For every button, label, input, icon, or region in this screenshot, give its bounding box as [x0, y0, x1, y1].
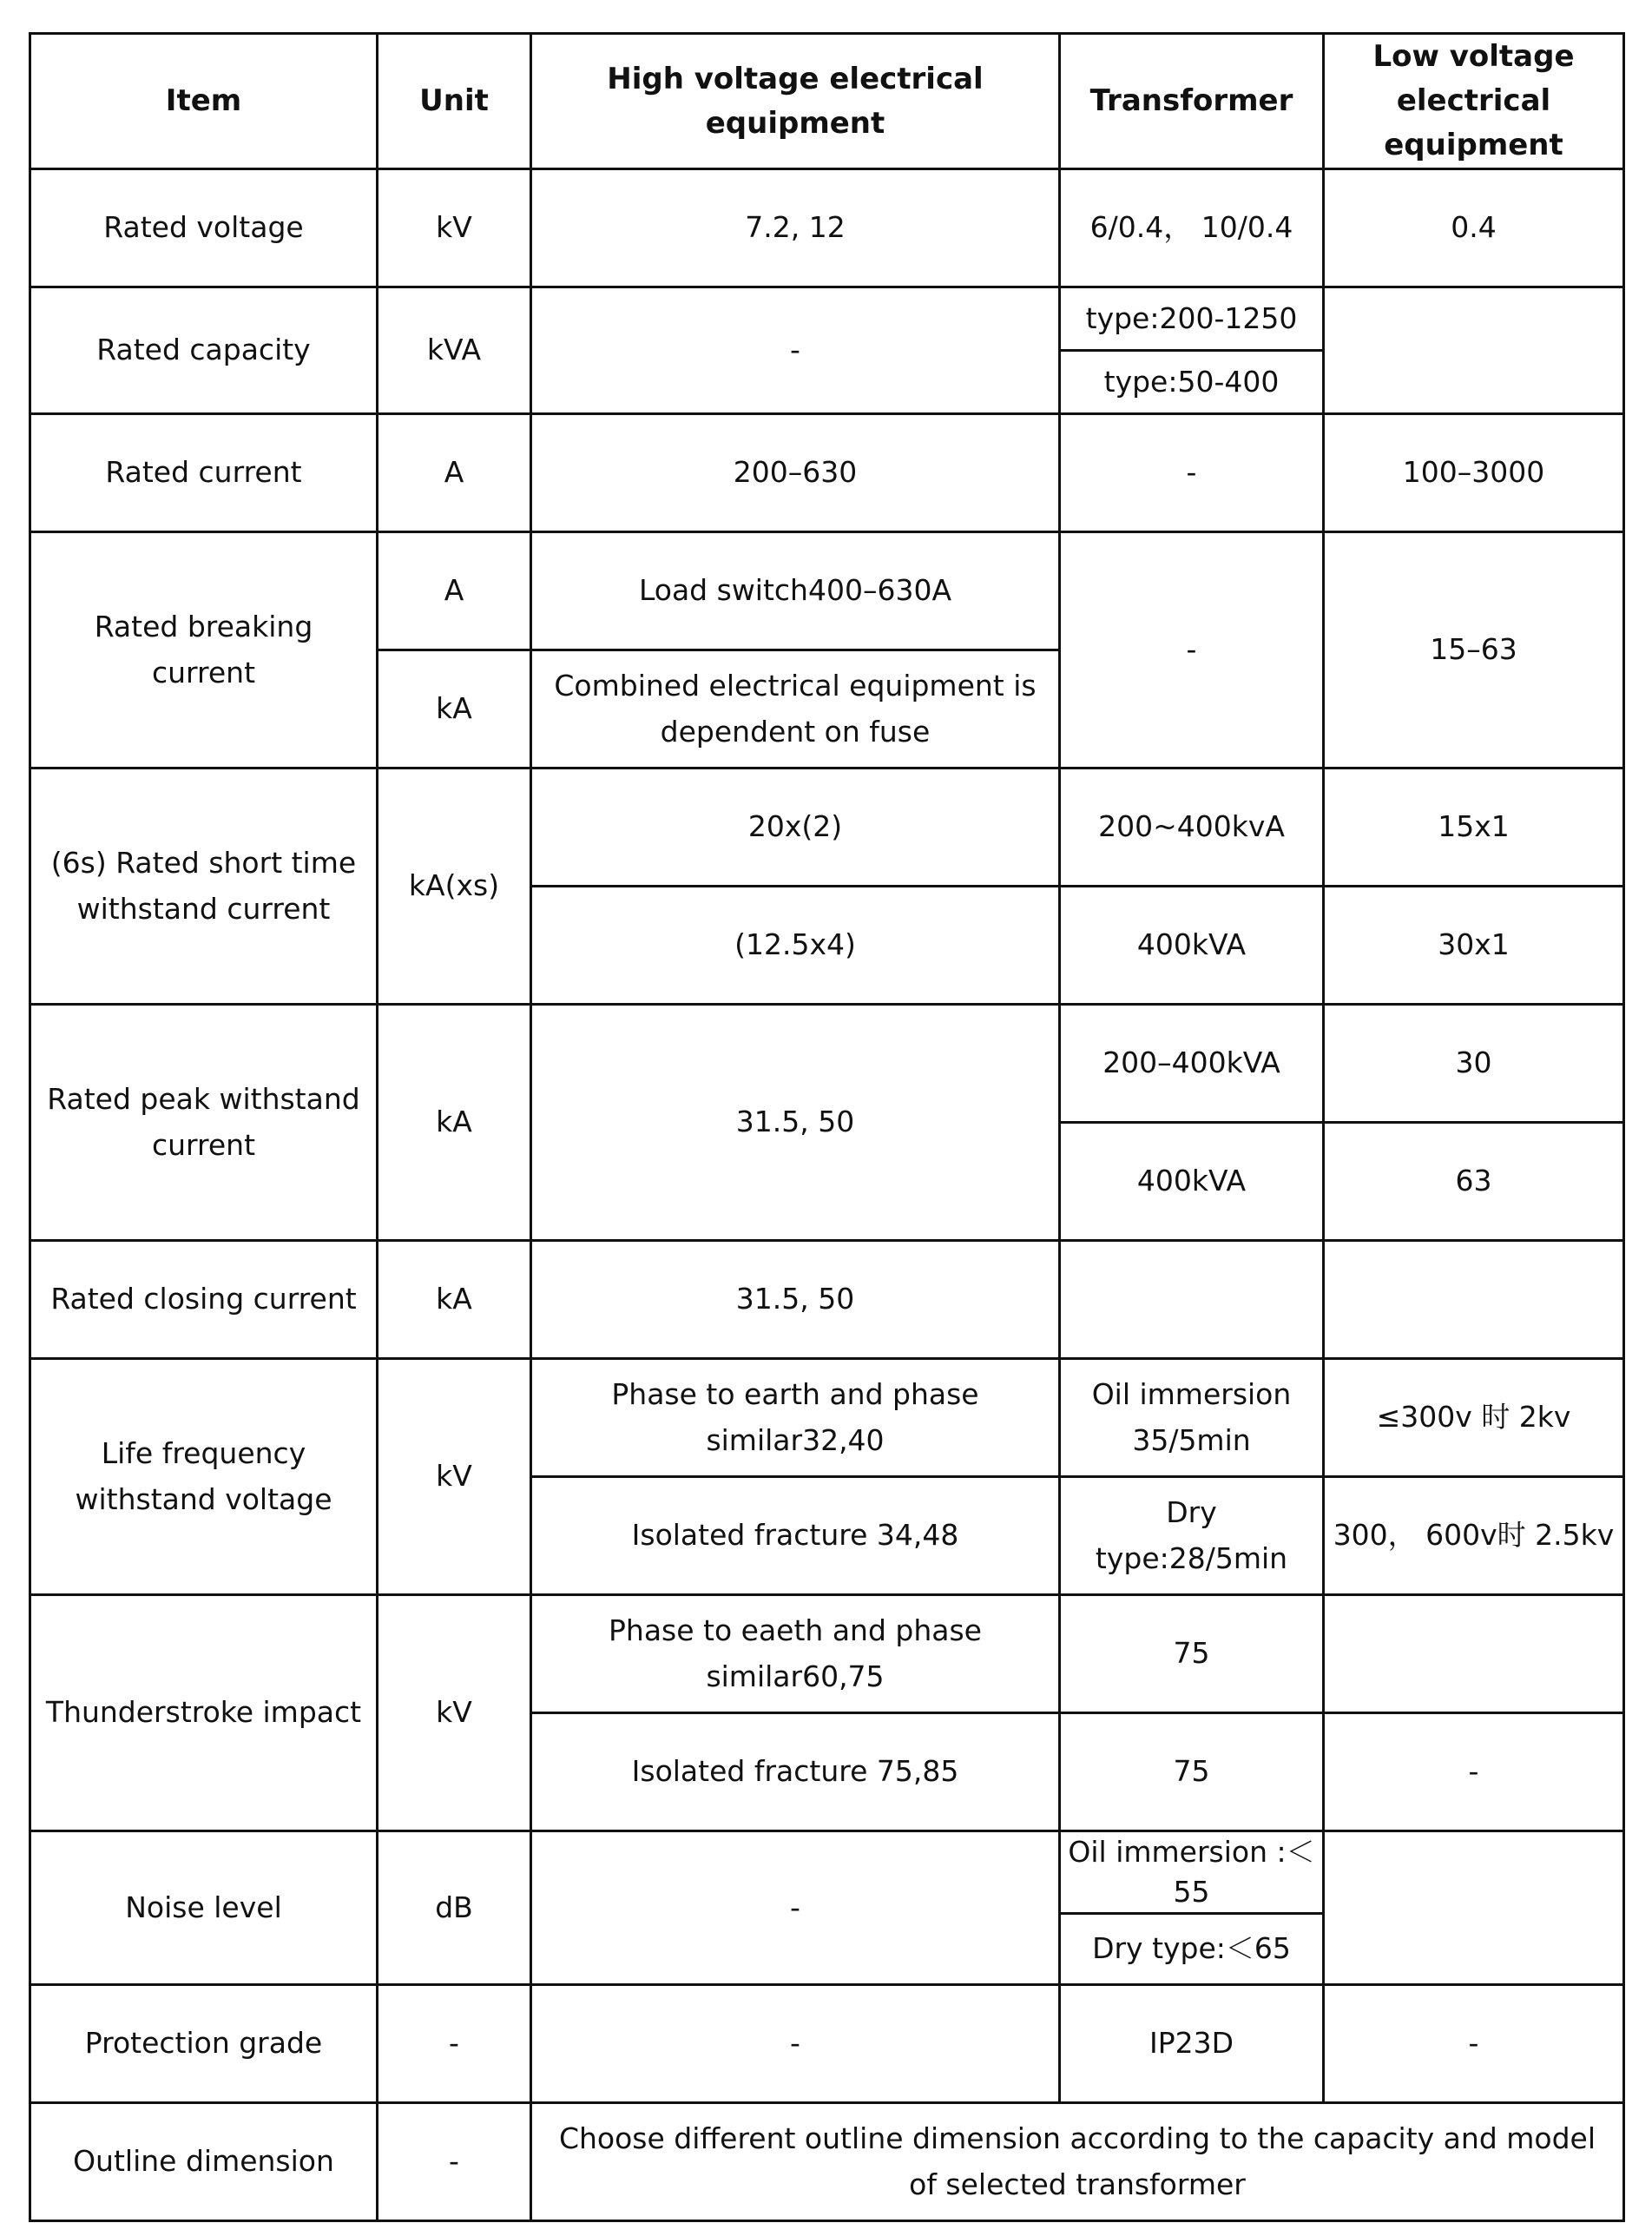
hv-cell: 7.2, 12 — [531, 169, 1060, 287]
transformer-cell: 400kVA — [1060, 1123, 1324, 1241]
item-cell: Rated voltage — [30, 169, 378, 287]
table-row — [30, 287, 1624, 351]
lv-cell — [1324, 1241, 1624, 1359]
item-cell: Protection grade — [30, 1985, 378, 2103]
unit-cell: A — [378, 532, 531, 650]
lv-cell — [1324, 287, 1624, 414]
transformer-cell: Dry type:28/5min — [1060, 1477, 1324, 1595]
table-row — [30, 1831, 1624, 1914]
hv-cell: - — [531, 1831, 1060, 1985]
header-unit: Unit — [378, 34, 531, 169]
table-row — [30, 169, 1624, 287]
transformer-cell: - — [1060, 532, 1324, 768]
hv-cell: Phase to earth and phase similar32,40 — [531, 1359, 1060, 1477]
unit-cell: kA — [378, 650, 531, 768]
table-row — [30, 1005, 1624, 1123]
item-cell: Noise level — [30, 1831, 378, 1985]
transformer-cell: 200–400kVA — [1060, 1005, 1324, 1123]
item-cell: Outline dimension — [30, 2103, 378, 2221]
spec-table — [29, 32, 1625, 2222]
unit-cell: A — [378, 414, 531, 532]
table-row — [30, 1985, 1624, 2103]
hv-cell: - — [531, 287, 1060, 414]
unit-cell: kVA — [378, 287, 531, 414]
header-lv: Low voltage electrical equipment — [1324, 34, 1624, 169]
header-item: Item — [30, 34, 378, 169]
transformer-cell: IP23D — [1060, 1985, 1324, 2103]
transformer-cell: Dry type:＜65 — [1060, 1914, 1324, 1985]
lv-cell: 30 — [1324, 1005, 1624, 1123]
hv-cell: Combined electrical equipment is dependent on fuse — [531, 650, 1060, 768]
table-row — [30, 2103, 1624, 2221]
transformer-cell: Oil immersion 35/5min — [1060, 1359, 1324, 1477]
hv-cell: 200–630 — [531, 414, 1060, 532]
table-row — [30, 414, 1624, 532]
item-cell: Life frequency withstand voltage — [30, 1359, 378, 1595]
lv-cell: 0.4 — [1324, 169, 1624, 287]
unit-cell: dB — [378, 1831, 531, 1985]
lv-cell: 63 — [1324, 1123, 1624, 1241]
unit-cell: - — [378, 1985, 531, 2103]
item-cell: (6s) Rated short time withstand current — [30, 768, 378, 1005]
transformer-cell: type:200-1250 — [1060, 287, 1324, 351]
hv-cell: Load switch400–630A — [531, 532, 1060, 650]
item-cell: Rated peak withstand current — [30, 1005, 378, 1241]
table-row — [30, 1359, 1624, 1477]
table-row — [30, 532, 1624, 650]
lv-cell: 300， 600v时 2.5kv — [1324, 1477, 1624, 1595]
hv-cell: Isolated fracture 75,85 — [531, 1713, 1060, 1831]
lv-cell — [1324, 1831, 1624, 1985]
transformer-cell — [1060, 1241, 1324, 1359]
transformer-cell: 200~400kvA — [1060, 768, 1324, 887]
hv-cell: Phase to eaeth and phase similar60,75 — [531, 1595, 1060, 1713]
hv-cell: (12.5x4) — [531, 887, 1060, 1005]
hv-cell: - — [531, 1985, 1060, 2103]
transformer-cell: 6/0.4， 10/0.4 — [1060, 169, 1324, 287]
lv-cell: 100–3000 — [1324, 414, 1624, 532]
item-cell: Rated breaking current — [30, 532, 378, 768]
lv-cell: 15–63 — [1324, 532, 1624, 768]
transformer-cell: 400kVA — [1060, 887, 1324, 1005]
unit-cell: kA — [378, 1241, 531, 1359]
item-cell: Rated capacity — [30, 287, 378, 414]
lv-cell: - — [1324, 1985, 1624, 2103]
table-row — [30, 1595, 1624, 1713]
hv-cell: Isolated fracture 34,48 — [531, 1477, 1060, 1595]
lv-cell: - — [1324, 1713, 1624, 1831]
hv-cell: 31.5, 50 — [531, 1241, 1060, 1359]
unit-cell: kA — [378, 1005, 531, 1241]
item-cell: Thunderstroke impact — [30, 1595, 378, 1831]
unit-cell: kV — [378, 1595, 531, 1831]
unit-cell: - — [378, 2103, 531, 2221]
transformer-cell: 75 — [1060, 1595, 1324, 1713]
transformer-cell: 75 — [1060, 1713, 1324, 1831]
table-row — [30, 1241, 1624, 1359]
lv-cell: ≤300v 时 2kv — [1324, 1359, 1624, 1477]
unit-cell: kV — [378, 1359, 531, 1595]
outline-note-cell: Choose different outline dimension according to the capacity and model of selected transformer — [531, 2103, 1624, 2221]
table-row — [30, 768, 1624, 887]
hv-cell: 31.5, 50 — [531, 1005, 1060, 1241]
header-transformer: Transformer — [1060, 34, 1324, 169]
lv-cell: 15x1 — [1324, 768, 1624, 887]
lv-cell — [1324, 1595, 1624, 1713]
spec-table-wrapper — [29, 32, 1622, 2206]
hv-cell: 20x(2) — [531, 768, 1060, 887]
transformer-cell: Oil immersion :＜55 — [1060, 1831, 1324, 1914]
unit-cell: kV — [378, 169, 531, 287]
lv-cell: 30x1 — [1324, 887, 1624, 1005]
item-cell: Rated closing current — [30, 1241, 378, 1359]
item-cell: Rated current — [30, 414, 378, 532]
unit-cell: kA(xs) — [378, 768, 531, 1005]
transformer-cell: - — [1060, 414, 1324, 532]
transformer-cell: type:50-400 — [1060, 351, 1324, 414]
header-hv: High voltage electrical equipment — [531, 34, 1060, 169]
header-row — [30, 34, 1624, 169]
